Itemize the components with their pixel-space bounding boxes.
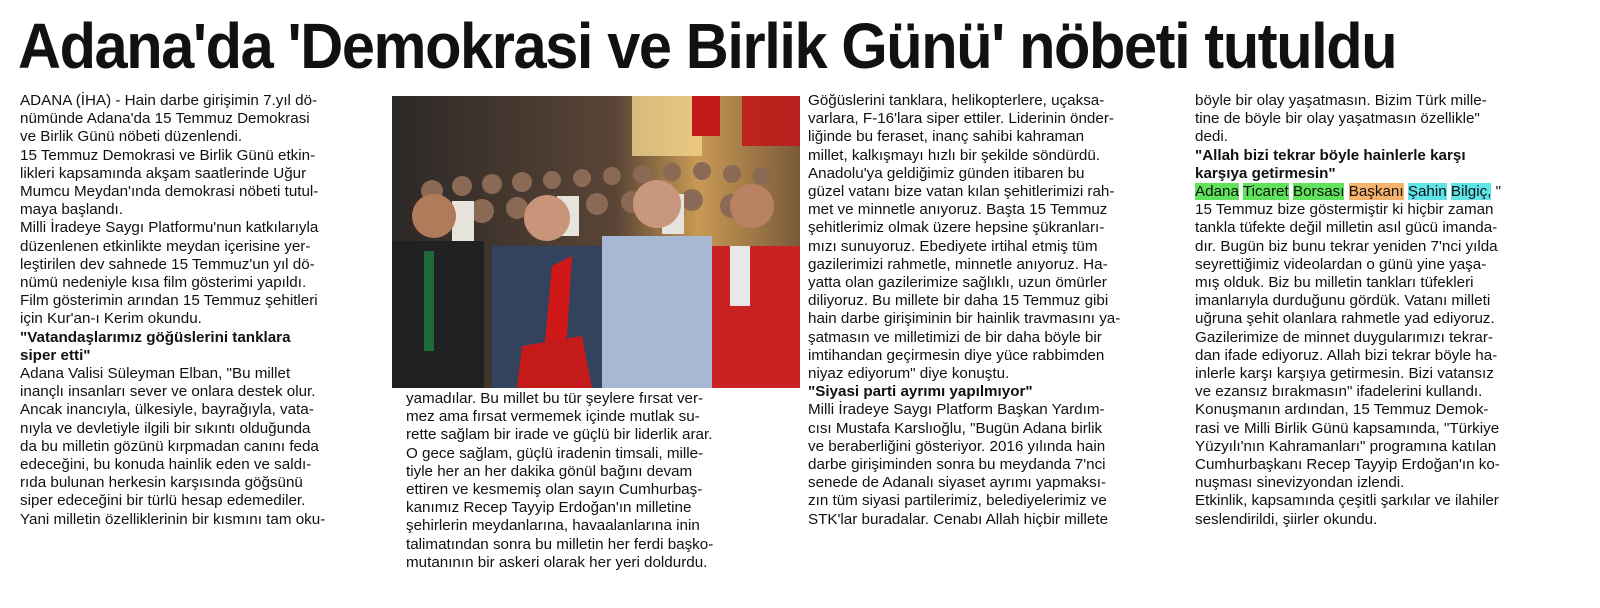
text-line: kanımız Recep Tayyip Erdoğan'ın milletine (406, 499, 692, 517)
highlighted-text-line (1195, 183, 1590, 201)
subheading-line: siper etti" (20, 346, 91, 364)
text-line: Adana Valisi Süleyman Elban, "Bu millet (20, 365, 291, 383)
text-line: ADANA (İHA) - Hain darbe girişimin 7.yıl dö- (20, 92, 318, 109)
text-line: Mumcu Meydan'ında demokrasi nöbeti tutul- (20, 183, 319, 201)
text-line: böyle bir olay yaşatmasın. Bizim Türk mille- (1195, 92, 1487, 109)
text-line: Cumhurbaşkanı Recep Tayyip Erdoğan'ın ko- (1195, 456, 1500, 474)
text-line: STK'lar buradalar. Cenabı Allah hiçbir millete (808, 510, 1109, 528)
text-line: Yüzyılı'nın Kahramanları" programına katılan (1195, 437, 1497, 455)
text-line: nuşması sinevizyondan izlendi. (1195, 474, 1405, 492)
text-line: mez ama fırsat vermemek içinde mutlak su- (406, 408, 700, 426)
text-line: imtihandan geçirmesin diye yüce rabbimden (808, 346, 1105, 364)
text-line: dedi. (1195, 128, 1228, 146)
highlighted-word: Ticaret (1242, 183, 1289, 201)
text-line: imanlarıyla durduğunu gördük. Vatanı milleti (1195, 292, 1491, 310)
text-line: şehirlerin meydanlarına, havaalanlarına inin (406, 517, 700, 535)
text-line: millet, kalkışmayı hızlı bir şekilde söndürdü. (808, 146, 1101, 164)
text-line: met ve minnetle anıyoruz. Başta 15 Temmuz (808, 201, 1108, 219)
text-line: rette sağlam bir irade ve güçlü bir liderlik arar. (406, 426, 713, 444)
text-line: senede de Adanalı siyaset ayrımı yapmaksı- (808, 474, 1106, 492)
text-line: yamadılar. Bu millet bu tür şeylere fırsat ver- (406, 390, 704, 407)
text-line: için Kur'an-ı Kerim okundu. (20, 310, 202, 328)
text-line: güzel vatanı bize vatan kılan şehitlerimizi rah- (808, 183, 1115, 201)
text-line: mış olduk. Biz bu milletin tankları tüfekleri (1195, 274, 1474, 292)
text-line: seyrettiğimiz videolardan o günü yine yaşa- (1195, 255, 1487, 273)
text-line: seslendirildi, şiirler okundu. (1195, 510, 1378, 528)
article-column-4 (1195, 92, 1590, 529)
text-line: Ancak inancıyla, ülkesiyle, bayrağıyla, vata- (20, 401, 314, 419)
text-line: şatmasın ve milletimizi de bir daha böyle bir (808, 328, 1102, 346)
subheading-line: "Allah bizi tekrar böyle hainlerle karşı (1195, 146, 1466, 164)
text-line: hain darbe girişiminin bir hainlik travmasını ya- (808, 310, 1121, 328)
text-line: Milli İradeye Saygı Platform Başkan Yardım- (808, 401, 1105, 419)
text-line: zın tüm siyasi partilerimiz, belediyelerimiz ve (808, 492, 1107, 510)
text-line: mutanının bir askeri olarak her yeri doldurdu. (406, 553, 708, 571)
text-line: Yani milletin özelliklerinin bir kısmını tam oku- (20, 510, 326, 528)
text-line: leştirilen dev sahnede 15 Temmuz'un yıl dö- (20, 255, 315, 273)
text-line: darbe girişiminden sonra bu meydanda 7'nci (808, 456, 1106, 474)
text-line: siper edeceğini bir türlü hesap edemediler. (20, 492, 306, 510)
text-line: mızı sunuyoruz. Ebediyete irtihal etmiş tüm (808, 237, 1098, 255)
text-line: nıyla ve devletiyle ilgili bir sıkıntı olduğunda (20, 419, 311, 437)
text-line: edeceğini, bu konuda hainlik eden ve saldı- (20, 456, 312, 474)
text-fragment: " (1491, 183, 1502, 201)
highlighted-word: Şahin (1407, 183, 1447, 201)
text-line: tine de böyle bir olay yaşatmasın özellikle" (1195, 110, 1480, 128)
text-line: Milli İradeye Saygı Platformu'nun katkılarıyla (20, 219, 319, 237)
text-line: yatta olan gazilerimize sağlıklı, uzun ömürler (808, 274, 1107, 292)
text-line: Etkinlik, kapsamında çeşitli şarkılar ve ilahiler (1195, 492, 1499, 510)
text-line: rıda bulunan herkesin karşısında göğsünü (20, 474, 303, 492)
text-line: nümünde Adana'da 15 Temmuz Demokrasi (20, 110, 310, 128)
highlighted-word: Borsası (1292, 183, 1345, 201)
text-line: 15 Temmuz Demokrasi ve Birlik Günü etkin- (20, 146, 316, 164)
text-line: diliyoruz. Bu millete bir daha 15 Temmuz gibi (808, 292, 1109, 310)
text-line: talimatından sonra bu milletin her ferdi başko- (406, 535, 714, 553)
text-line: liğinde bu feraset, inanç sahibi kahraman (808, 128, 1085, 146)
text-line: ve ezansız bırakmasın" ifadelerini kullandı. (1195, 383, 1483, 401)
text-line: dan ifade ediyoruz. Allah bizi tekrar böyle ha- (1195, 346, 1498, 364)
text-line: varlara, F-16'lara siper ettiler. Liderinin önder- (808, 110, 1114, 128)
text-line: ettiren ve kesmemiş olan sayın Cumhurbaş- (406, 481, 703, 499)
text-line: Göğüslerini tanklara, helikopterlere, uçaksa- (808, 92, 1105, 109)
article-column-3 (808, 92, 1188, 529)
text-line: 15 Temmuz bize göstermiştir ki hiçbir zaman (1195, 201, 1494, 219)
text-line: şehitlerimiz olmak üzere hepsine şükranları- (808, 219, 1105, 237)
text-line: maya başlandı. (20, 201, 123, 219)
text-line: uğruna şehit olanlara rahmetle yad ediyoruz. (1195, 310, 1495, 328)
text-line: tiyle her an her dakika gönül bağını devam (406, 462, 693, 480)
text-line: inançlı insanları sever ve onlara destek olur. (20, 383, 316, 401)
text-line: Film gösterimin arından 15 Temmuz şehitleri (20, 292, 318, 310)
article-column-1 (20, 92, 390, 529)
text-line: Anadolu'ya geldiğimiz günden itibaren bu (808, 164, 1085, 182)
subheading-line: karşıya getirmesin" (1195, 164, 1336, 182)
crowd-photo-illustration (392, 96, 800, 388)
highlighted-word: Başkanı (1348, 183, 1404, 201)
subheading-line: "Vatandaşlarımız göğüslerini tanklara (20, 328, 291, 346)
text-line: dır. Bugün biz bunu tekrar yeniden 7'nci yılda (1195, 237, 1498, 255)
text-line: O gece sağlam, güçlü iradenin timsali, mille- (406, 444, 704, 462)
highlighted-word: Adana (1195, 183, 1239, 201)
text-line: rasi ve Milli Birlik Günü kapsamında, "Türkiye (1195, 419, 1500, 437)
text-line: gazilerimizi rahmetle, minnetle anıyoruz. Ha- (808, 255, 1108, 273)
text-line: da bu milletin gözünü kırpmadan canını feda (20, 437, 319, 455)
text-line: tankla tüfekte değil milletin asıl gücü imanda- (1195, 219, 1498, 237)
article-column-2 (406, 390, 784, 572)
text-line: nümü nedeniyle kısa film gösterimi yapıldı. (20, 274, 307, 292)
text-line: ve beraberliğini gösteriyor. 2016 yılında hain (808, 437, 1106, 455)
text-line: Gazilerimize de minnet duygularımızı tekrar- (1195, 328, 1493, 346)
text-line: Konuşmanın ardından, 15 Temmuz Demok- (1195, 401, 1489, 419)
highlighted-word: Bilgiç, (1450, 183, 1492, 201)
text-line: niyaz ediyorum" diye konuştu. (808, 365, 1010, 383)
subheading-line: "Siyasi parti ayrımı yapılmıyor" (808, 383, 1033, 401)
text-line: ve Birlik Günü nöbeti düzenlendi. (20, 128, 243, 146)
text-line: likleri kapsamında akşam saatlerinde Uğur (20, 164, 307, 182)
text-line: düzenlenen etkinlikte meydan içerisine yer- (20, 237, 311, 255)
text-line: inlerle karşı karşıya getirmesin. Bizi vatansız (1195, 365, 1494, 383)
news-photo (392, 96, 800, 388)
text-line: cısı Mustafa Karslıoğlu, "Bugün Adana birlik (808, 419, 1103, 437)
headline: Adana'da 'Demokrasi ve Birlik Günü' nöbeti tutuldu (18, 10, 1397, 82)
